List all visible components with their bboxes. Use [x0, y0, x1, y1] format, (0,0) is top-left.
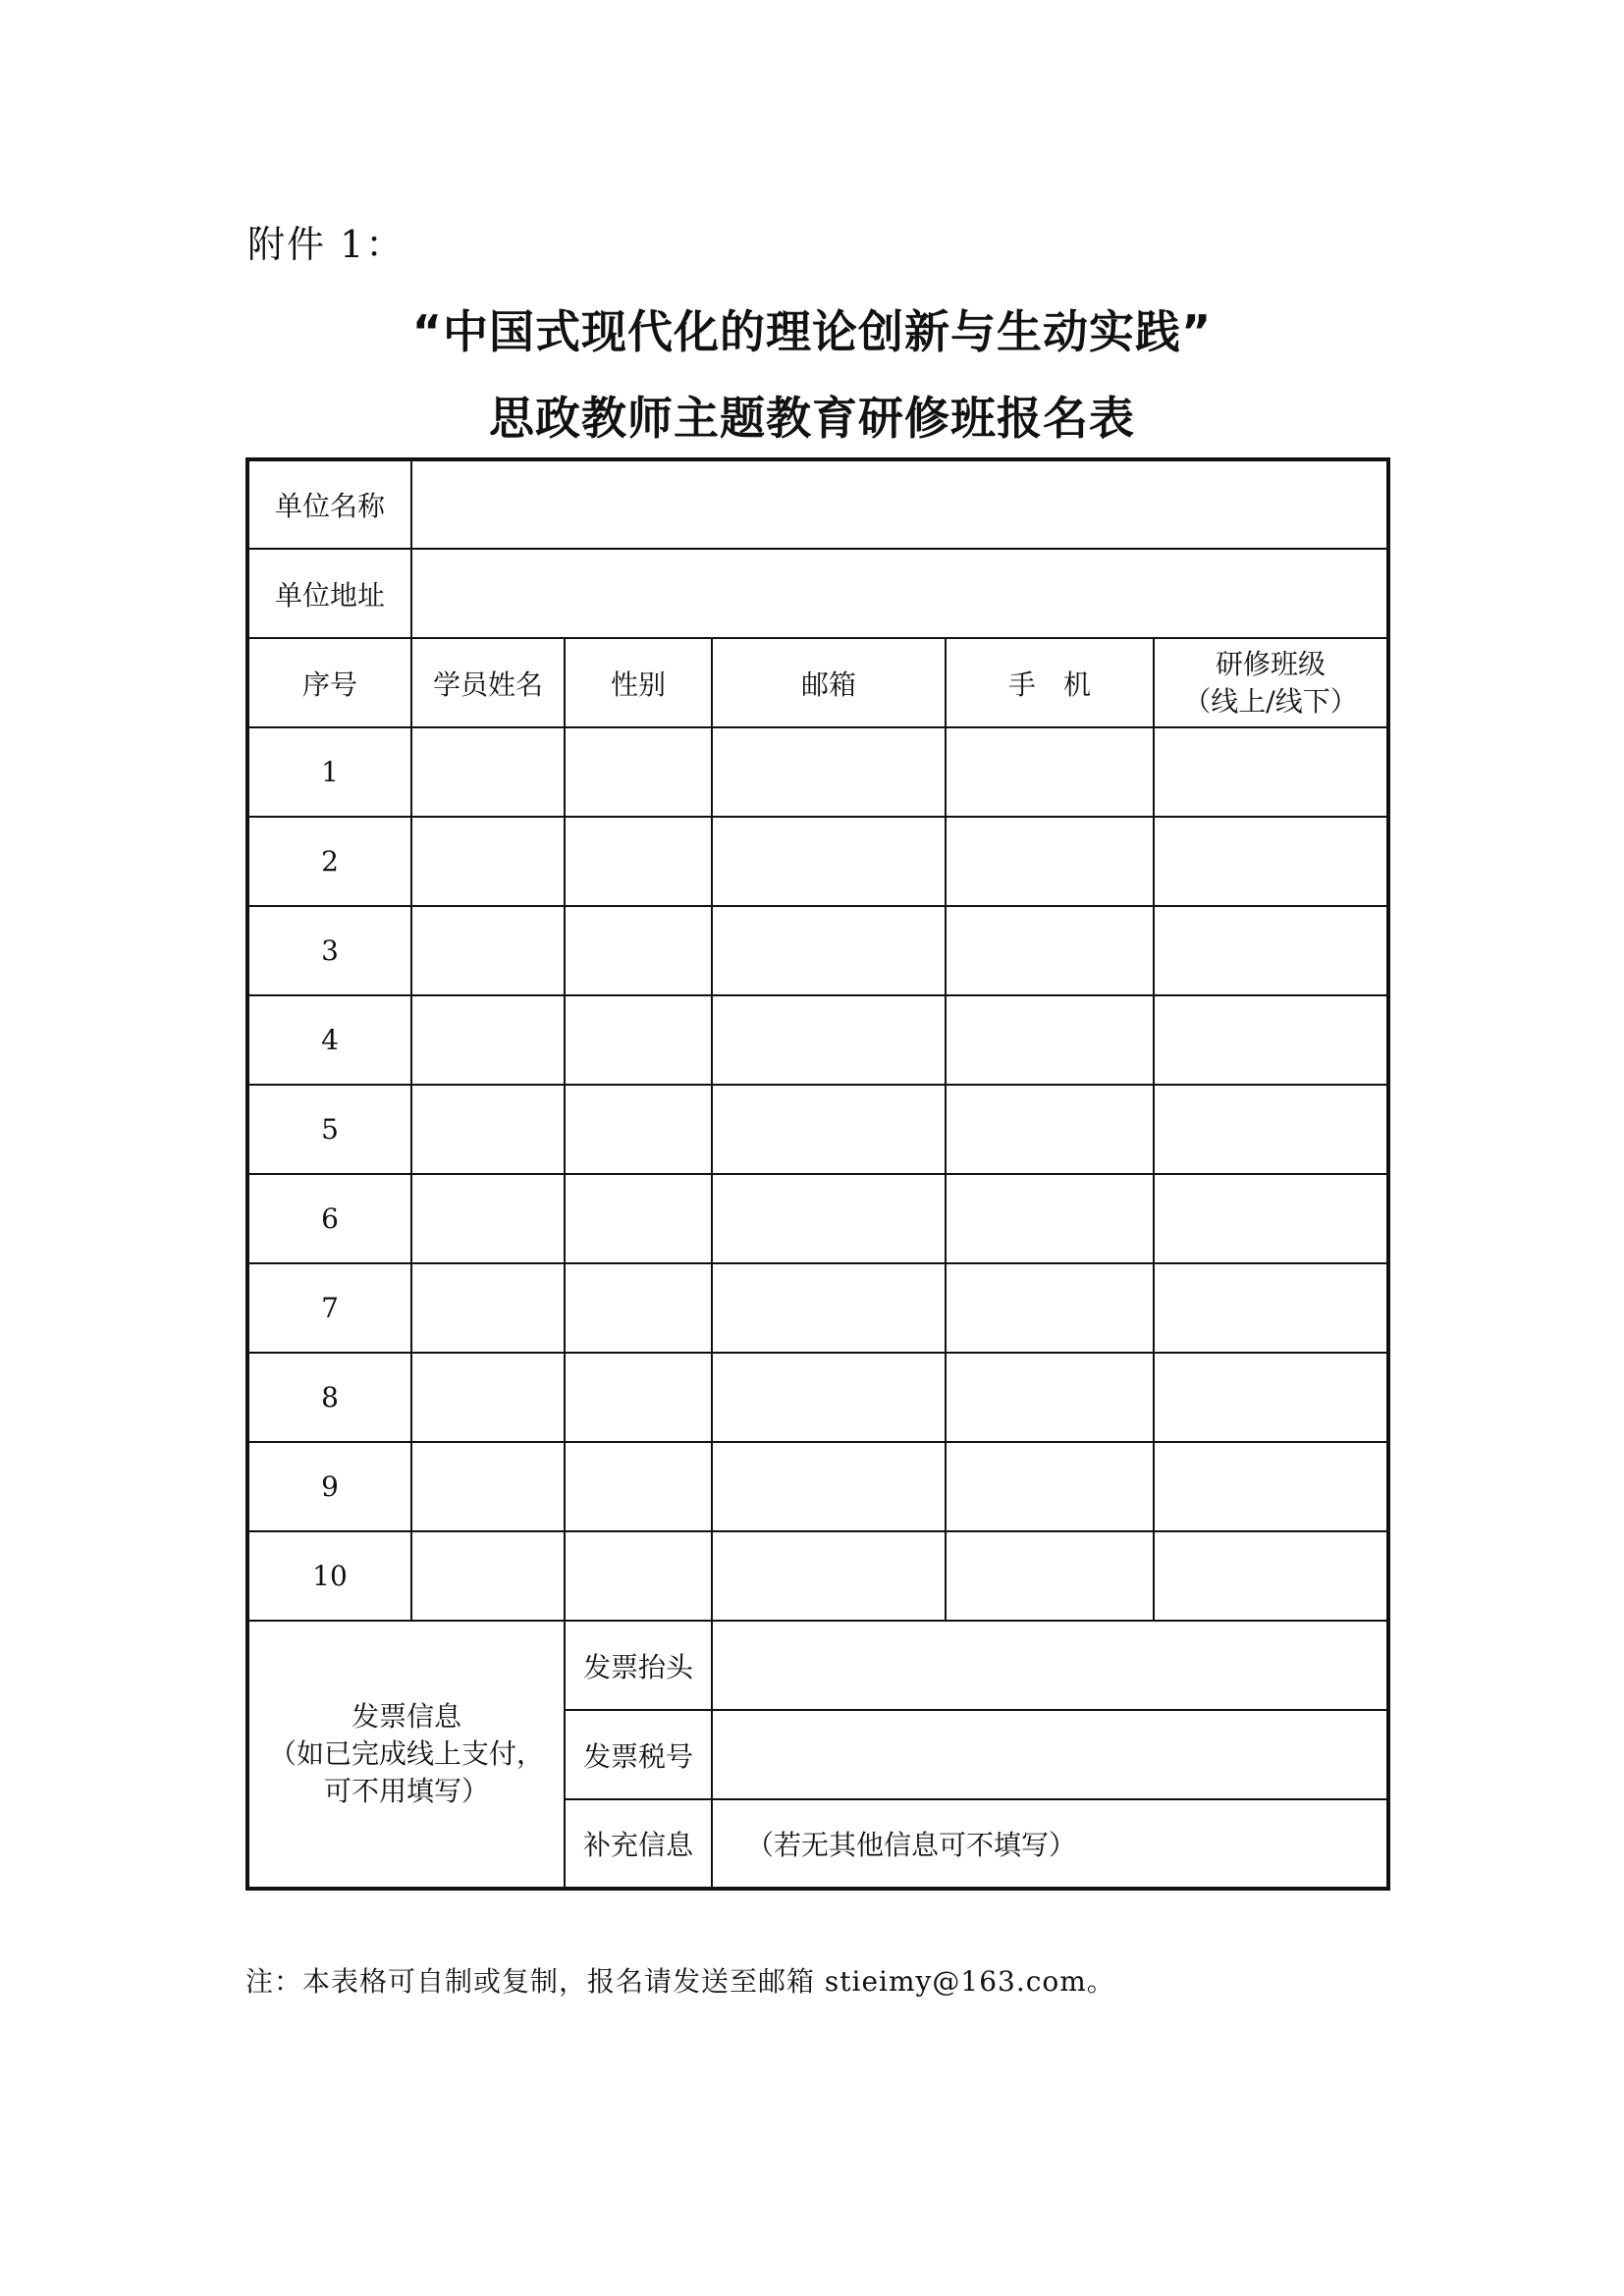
cell-name[interactable]: [411, 1353, 565, 1442]
row-number: 4: [247, 995, 411, 1085]
cell-phone[interactable]: [946, 1174, 1154, 1263]
row-number: 7: [247, 1263, 411, 1353]
table-row: [247, 1085, 1388, 1174]
cell-email[interactable]: [712, 1085, 946, 1174]
row-number: 5: [247, 1085, 411, 1174]
row-number: 6: [247, 1174, 411, 1263]
unit-address-field[interactable]: [411, 549, 1388, 638]
invoice-title-line-3: 可不用填写）: [323, 1775, 489, 1807]
table-row: [247, 1531, 1388, 1621]
cell-gender[interactable]: [565, 1442, 712, 1531]
cell-name[interactable]: [411, 1174, 565, 1263]
cell-phone[interactable]: [946, 995, 1154, 1085]
cell-gender[interactable]: [565, 995, 712, 1085]
unit-name-field[interactable]: [411, 459, 1388, 549]
form-title-line-2: 思政教师主题教育研修班报名表: [489, 392, 1135, 445]
cell-email[interactable]: [712, 1263, 946, 1353]
cell-gender[interactable]: [565, 1085, 712, 1174]
cell-phone[interactable]: [946, 1442, 1154, 1531]
cell-class[interactable]: [1154, 1531, 1388, 1621]
invoice-extra-label: 补充信息: [565, 1799, 712, 1889]
row-number: 8: [247, 1353, 411, 1442]
cell-email[interactable]: [712, 1531, 946, 1621]
invoice-info-label: [247, 1621, 565, 1889]
footnote: 注：本表格可自制或复制，报名请发送至邮箱 stieimy@163.com。: [245, 1965, 1115, 1998]
cell-name[interactable]: [411, 906, 565, 995]
cell-phone[interactable]: [946, 1531, 1154, 1621]
cell-name[interactable]: [411, 817, 565, 906]
cell-class[interactable]: [1154, 1263, 1388, 1353]
cell-email[interactable]: [712, 727, 946, 817]
cell-email[interactable]: [712, 817, 946, 906]
cell-name[interactable]: [411, 1531, 565, 1621]
header-class-line-2: （线上/线下）: [1183, 684, 1358, 718]
cell-phone[interactable]: [946, 906, 1154, 995]
cell-gender[interactable]: [565, 1531, 712, 1621]
cell-email[interactable]: [712, 1353, 946, 1442]
cell-gender[interactable]: [565, 817, 712, 906]
cell-email[interactable]: [712, 1174, 946, 1263]
table-row: [247, 1353, 1388, 1442]
cell-name[interactable]: [411, 1263, 565, 1353]
unit-address-label: 单位地址: [247, 549, 411, 638]
cell-phone[interactable]: [946, 1263, 1154, 1353]
cell-name[interactable]: [411, 1442, 565, 1531]
table-row: [247, 817, 1388, 906]
invoice-title-line-2: （如已完成线上支付，: [268, 1737, 544, 1770]
cell-class[interactable]: [1154, 906, 1388, 995]
cell-class[interactable]: [1154, 817, 1388, 906]
invoice-title-line-1: 发票信息: [351, 1700, 461, 1733]
cell-phone[interactable]: [946, 1085, 1154, 1174]
attachment-label: 附件 1：: [247, 223, 406, 266]
cell-name[interactable]: [411, 727, 565, 817]
row-number: 9: [247, 1442, 411, 1531]
row-number: 3: [247, 906, 411, 995]
cell-phone[interactable]: [946, 817, 1154, 906]
invoice-header-field[interactable]: [712, 1621, 1388, 1710]
form-title-line-1: “中国式现代化的理论创新与生动实践”: [411, 305, 1213, 358]
cell-gender[interactable]: [565, 1263, 712, 1353]
row-number: 2: [247, 817, 411, 906]
header-seq: 序号: [247, 638, 411, 727]
cell-class[interactable]: [1154, 727, 1388, 817]
invoice-header-label: 发票抬头: [565, 1621, 712, 1710]
cell-phone[interactable]: [946, 727, 1154, 817]
cell-gender[interactable]: [565, 1174, 712, 1263]
invoice-tax-label: 发票税号: [565, 1710, 712, 1799]
cell-gender[interactable]: [565, 906, 712, 995]
cell-email[interactable]: [712, 1442, 946, 1531]
row-number: 1: [247, 727, 411, 817]
invoice-extra-field[interactable]: （若无其他信息可不填写）: [712, 1799, 1388, 1889]
unit-address-row: [247, 549, 1388, 638]
table-row: [247, 727, 1388, 817]
invoice-tax-field[interactable]: [712, 1710, 1388, 1799]
table-row: [247, 906, 1388, 995]
table-row: [247, 1174, 1388, 1263]
header-gender: 性别: [565, 638, 712, 727]
unit-name-label: 单位名称: [247, 459, 411, 549]
student-rows: [247, 727, 1388, 1621]
cell-class[interactable]: [1154, 1353, 1388, 1442]
cell-email[interactable]: [712, 906, 946, 995]
cell-class[interactable]: [1154, 995, 1388, 1085]
header-phone: 手 机: [946, 638, 1154, 727]
invoice-header-row: [247, 1621, 1388, 1710]
cell-name[interactable]: [411, 1085, 565, 1174]
cell-gender[interactable]: [565, 727, 712, 817]
header-class-line-1: 研修班级: [1215, 647, 1326, 680]
header-class: [1154, 638, 1388, 727]
cell-name[interactable]: [411, 995, 565, 1085]
registration-table: [245, 457, 1390, 1891]
header-email: 邮箱: [712, 638, 946, 727]
table-row: [247, 1442, 1388, 1531]
row-number: 10: [247, 1531, 411, 1621]
cell-email[interactable]: [712, 995, 946, 1085]
cell-gender[interactable]: [565, 1353, 712, 1442]
cell-class[interactable]: [1154, 1174, 1388, 1263]
header-name: 学员姓名: [411, 638, 565, 727]
cell-class[interactable]: [1154, 1085, 1388, 1174]
cell-class[interactable]: [1154, 1442, 1388, 1531]
unit-name-row: [247, 459, 1388, 549]
table-row: [247, 1263, 1388, 1353]
table-row: [247, 995, 1388, 1085]
cell-phone[interactable]: [946, 1353, 1154, 1442]
column-header-row: [247, 638, 1388, 727]
